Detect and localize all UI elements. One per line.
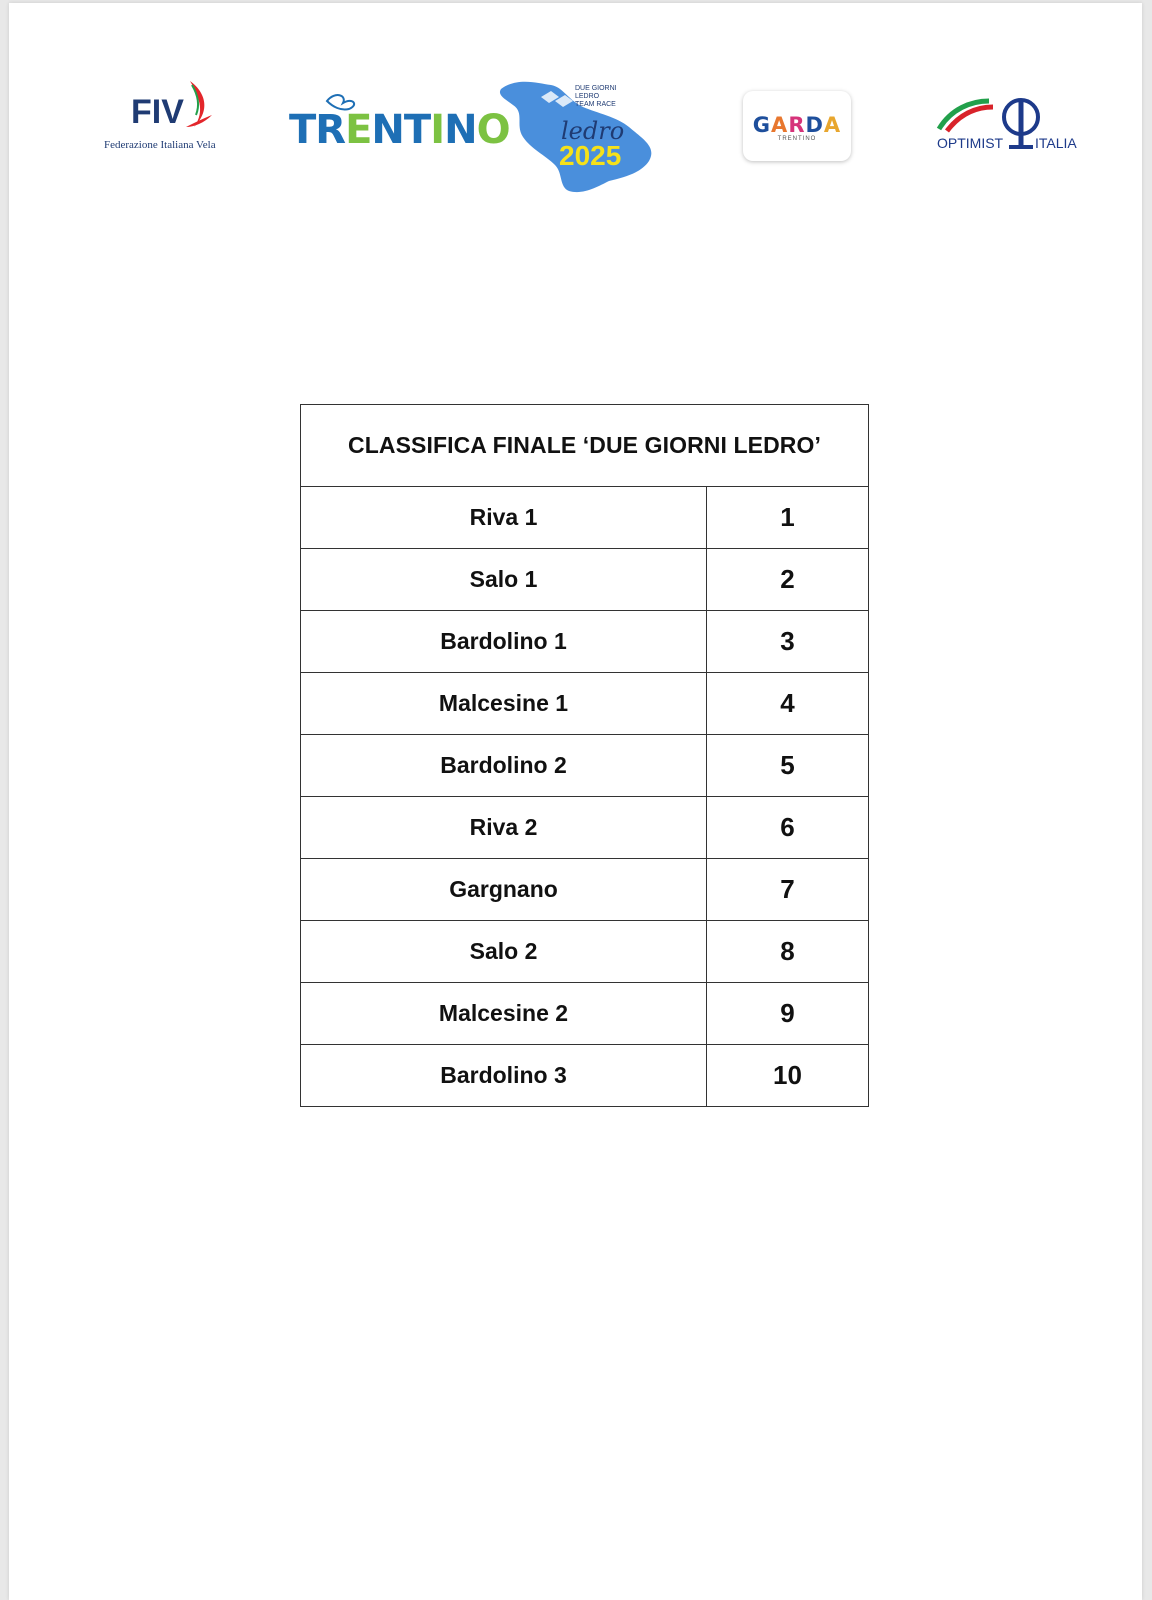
garda-subtitle: TRENTINO xyxy=(777,136,817,142)
team-name-cell: Bardolino 2 xyxy=(301,735,707,797)
table-row xyxy=(301,859,869,921)
position-cell: 2 xyxy=(707,549,869,611)
table-row xyxy=(301,487,869,549)
team-name-cell: Malcesine 2 xyxy=(301,983,707,1045)
table-row xyxy=(301,983,869,1045)
position-cell: 10 xyxy=(707,1045,869,1107)
garda-logo xyxy=(743,91,853,163)
position-cell: 9 xyxy=(707,983,869,1045)
team-name-cell: Gargnano xyxy=(301,859,707,921)
team-name-cell: Salo 2 xyxy=(301,921,707,983)
position-cell: 6 xyxy=(707,797,869,859)
ledro-year-text: 2025 xyxy=(559,140,622,171)
ledro-line-1: DUE GIORNI xyxy=(575,85,617,92)
position-cell: 3 xyxy=(707,611,869,673)
table-title: CLASSIFICA FINALE ‘DUE GIORNI LEDRO’ xyxy=(301,405,869,487)
position-cell: 8 xyxy=(707,921,869,983)
table-row xyxy=(301,1045,869,1107)
table-header-row xyxy=(301,405,869,487)
table-row xyxy=(301,549,869,611)
ledro-line-2: LEDRO xyxy=(575,93,600,100)
team-name-cell: Riva 2 xyxy=(301,797,707,859)
results-table xyxy=(300,404,869,1107)
fiv-logo xyxy=(94,75,249,165)
table-row xyxy=(301,735,869,797)
optimist-left-text: OPTIMIST xyxy=(937,135,1004,151)
table-row xyxy=(301,797,869,859)
fiv-subtitle: Federazione Italiana Vela xyxy=(104,139,216,151)
garda-wordmark: GARDA xyxy=(752,113,842,137)
position-cell: 7 xyxy=(707,859,869,921)
table-row xyxy=(301,611,869,673)
fiv-mark-text: FIV xyxy=(131,93,184,131)
table-row xyxy=(301,673,869,735)
optimist-right-text: ITALIA xyxy=(1035,135,1077,151)
optimist-mark-icon xyxy=(937,93,1097,163)
team-name-cell: Bardolino 3 xyxy=(301,1045,707,1107)
team-name-cell: Salo 1 xyxy=(301,549,707,611)
position-cell: 5 xyxy=(707,735,869,797)
optimist-italia-logo xyxy=(937,93,1097,163)
table-row xyxy=(301,921,869,983)
ledro-script-text: ledro xyxy=(561,117,625,145)
team-name-cell: Malcesine 1 xyxy=(301,673,707,735)
ledro-2025-logo xyxy=(497,77,667,201)
team-name-cell: Riva 1 xyxy=(301,487,707,549)
ledro-event-lines xyxy=(575,85,617,109)
document-page xyxy=(9,3,1142,1600)
trentino-text: TRENTINO xyxy=(289,107,510,153)
fiv-mark-icon xyxy=(94,75,249,135)
ledro-line-3: TEAM RACE xyxy=(575,101,616,108)
position-cell: 1 xyxy=(707,487,869,549)
team-name-cell: Bardolino 1 xyxy=(301,611,707,673)
trentino-logo xyxy=(287,89,510,153)
position-cell: 4 xyxy=(707,673,869,735)
trentino-wordmark-icon xyxy=(287,89,510,153)
table-body xyxy=(301,487,869,1107)
